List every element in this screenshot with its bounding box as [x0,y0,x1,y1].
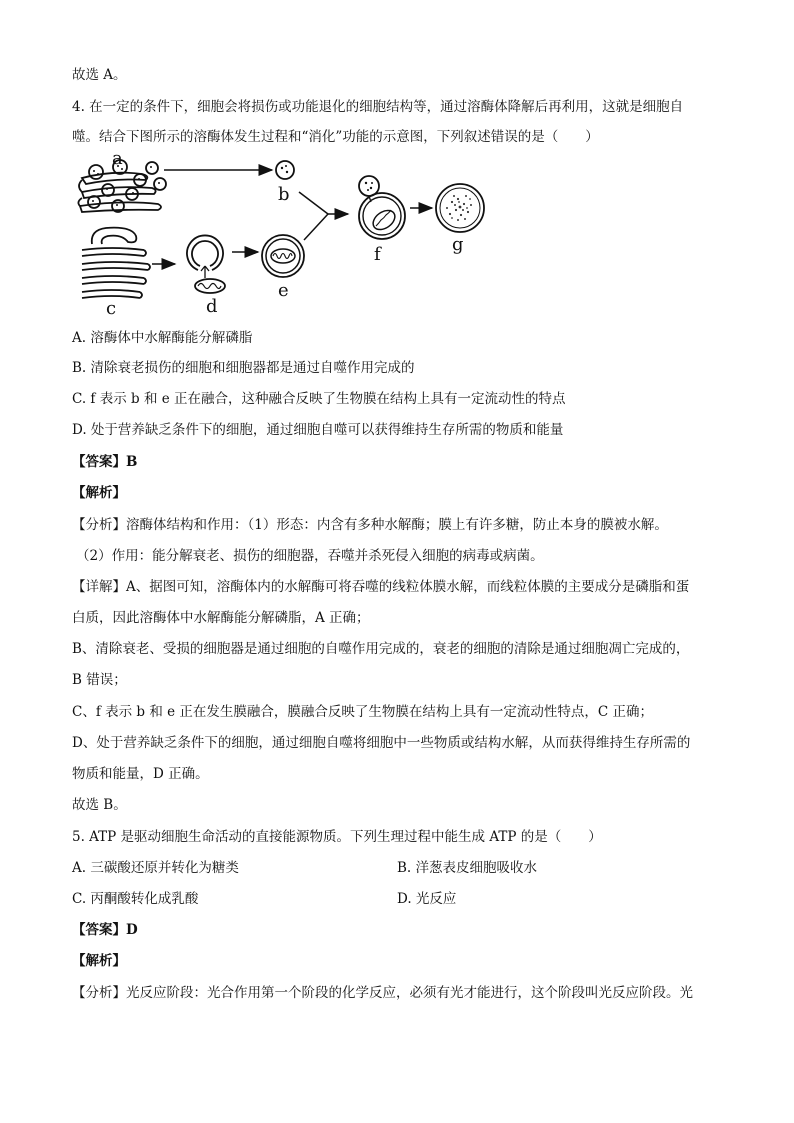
option-a: A. 溶酶体中水解酶能分解磷脂 [72,330,253,346]
analysis-tag: 【解析】 [72,953,126,969]
label-d: d [206,296,218,317]
degraded-contents-g [436,184,484,232]
endoplasmic-reticulum-c [82,228,150,298]
answer-tag: 【答案】D [72,922,138,938]
q5-option-a: A. 三碳酸还原并转化为糖类 [72,860,239,876]
label-f: f [374,244,381,265]
option-b: B. 清除衰老损伤的细胞和细胞器都是通过自噬作用完成的 [72,360,415,376]
text-line: 故选 A。 [72,67,127,83]
text-line: 故选 B。 [72,797,127,813]
vesicle-b [276,161,294,179]
detail-text: B、清除衰老、受损的细胞器是通过细胞的自噬作用完成的，衰老的细胞的清除是通过细胞凋亡完成的， [72,641,690,657]
label-g: g [452,234,464,255]
option-d: D. 处于营养缺乏条件下的细胞，通过细胞自噬可以获得维持生存所需的物质和能量 [72,422,564,438]
detail-text: C、f 表示 b 和 e 正在发生膜融合，膜融合反映了生物膜在结构上具有一定流动性特点，C 正确； [72,704,654,720]
detail-text: D、处于营养缺乏条件下的细胞，通过细胞自噬将细胞中一些物质或结构水解，从而获得维持生存所需的 [72,735,691,751]
autophagosome-forming-d [187,235,225,293]
autophagosome-e [262,235,304,277]
question-4-stem: 4. 在一定的条件下，细胞会将损伤或功能退化的细胞结构等，通过溶酶体降解后再利用，这就是细胞自 [72,99,684,115]
fusion-f [359,176,405,239]
answer-tag: 【答案】B [72,454,138,470]
detail-text: B 错误； [72,672,127,688]
q5-option-c: C. 丙酮酸转化成乳酸 [72,891,199,907]
lysosome-diagram [72,152,502,320]
analysis-text: 【分析】溶酶体结构和作用：（1）形态：内含有多种水解酶；膜上有许多糖，防止本身的膜被水解。 [72,517,668,533]
q5-option-b: B. 洋葱表皮细胞吸收水 [397,860,538,876]
q5-option-d: D. 光反应 [397,891,457,907]
question-4-stem-cont: 噬。结合下图所示的溶酶体发生过程和“消化”功能的示意图，下列叙述错误的是（ ） [72,129,599,145]
detail-text: 白质，因此溶酶体中水解酶能分解磷脂，A 正确； [72,610,370,626]
label-e: e [278,280,289,301]
label-c: c [106,298,117,319]
question-5-stem: 5. ATP 是驱动细胞生命活动的直接能源物质。下列生理过程中能生成 ATP 的是（ ） [72,829,602,845]
label-a: a [112,152,123,169]
analysis-text: 【分析】光反应阶段：光合作用第一个阶段的化学反应，必须有光才能进行，这个阶段叫光反应阶段。光 [72,985,693,1001]
detail-text: 【详解】A、据图可知，溶酶体内的水解酶可将吞噬的线粒体膜水解，而线粒体膜的主要成分是磷脂和蛋 [72,579,690,595]
label-b: b [278,184,290,205]
detail-text: 物质和能量，D 正确。 [72,766,209,782]
analysis-text: （2）作用：能分解衰老、损伤的细胞器，吞噬并杀死侵入细胞的病毒或病菌。 [76,548,544,564]
option-c: C. f 表示 b 和 e 正在融合，这种融合反映了生物膜在结构上具有一定流动性的特点 [72,391,566,407]
analysis-tag: 【解析】 [72,485,126,501]
